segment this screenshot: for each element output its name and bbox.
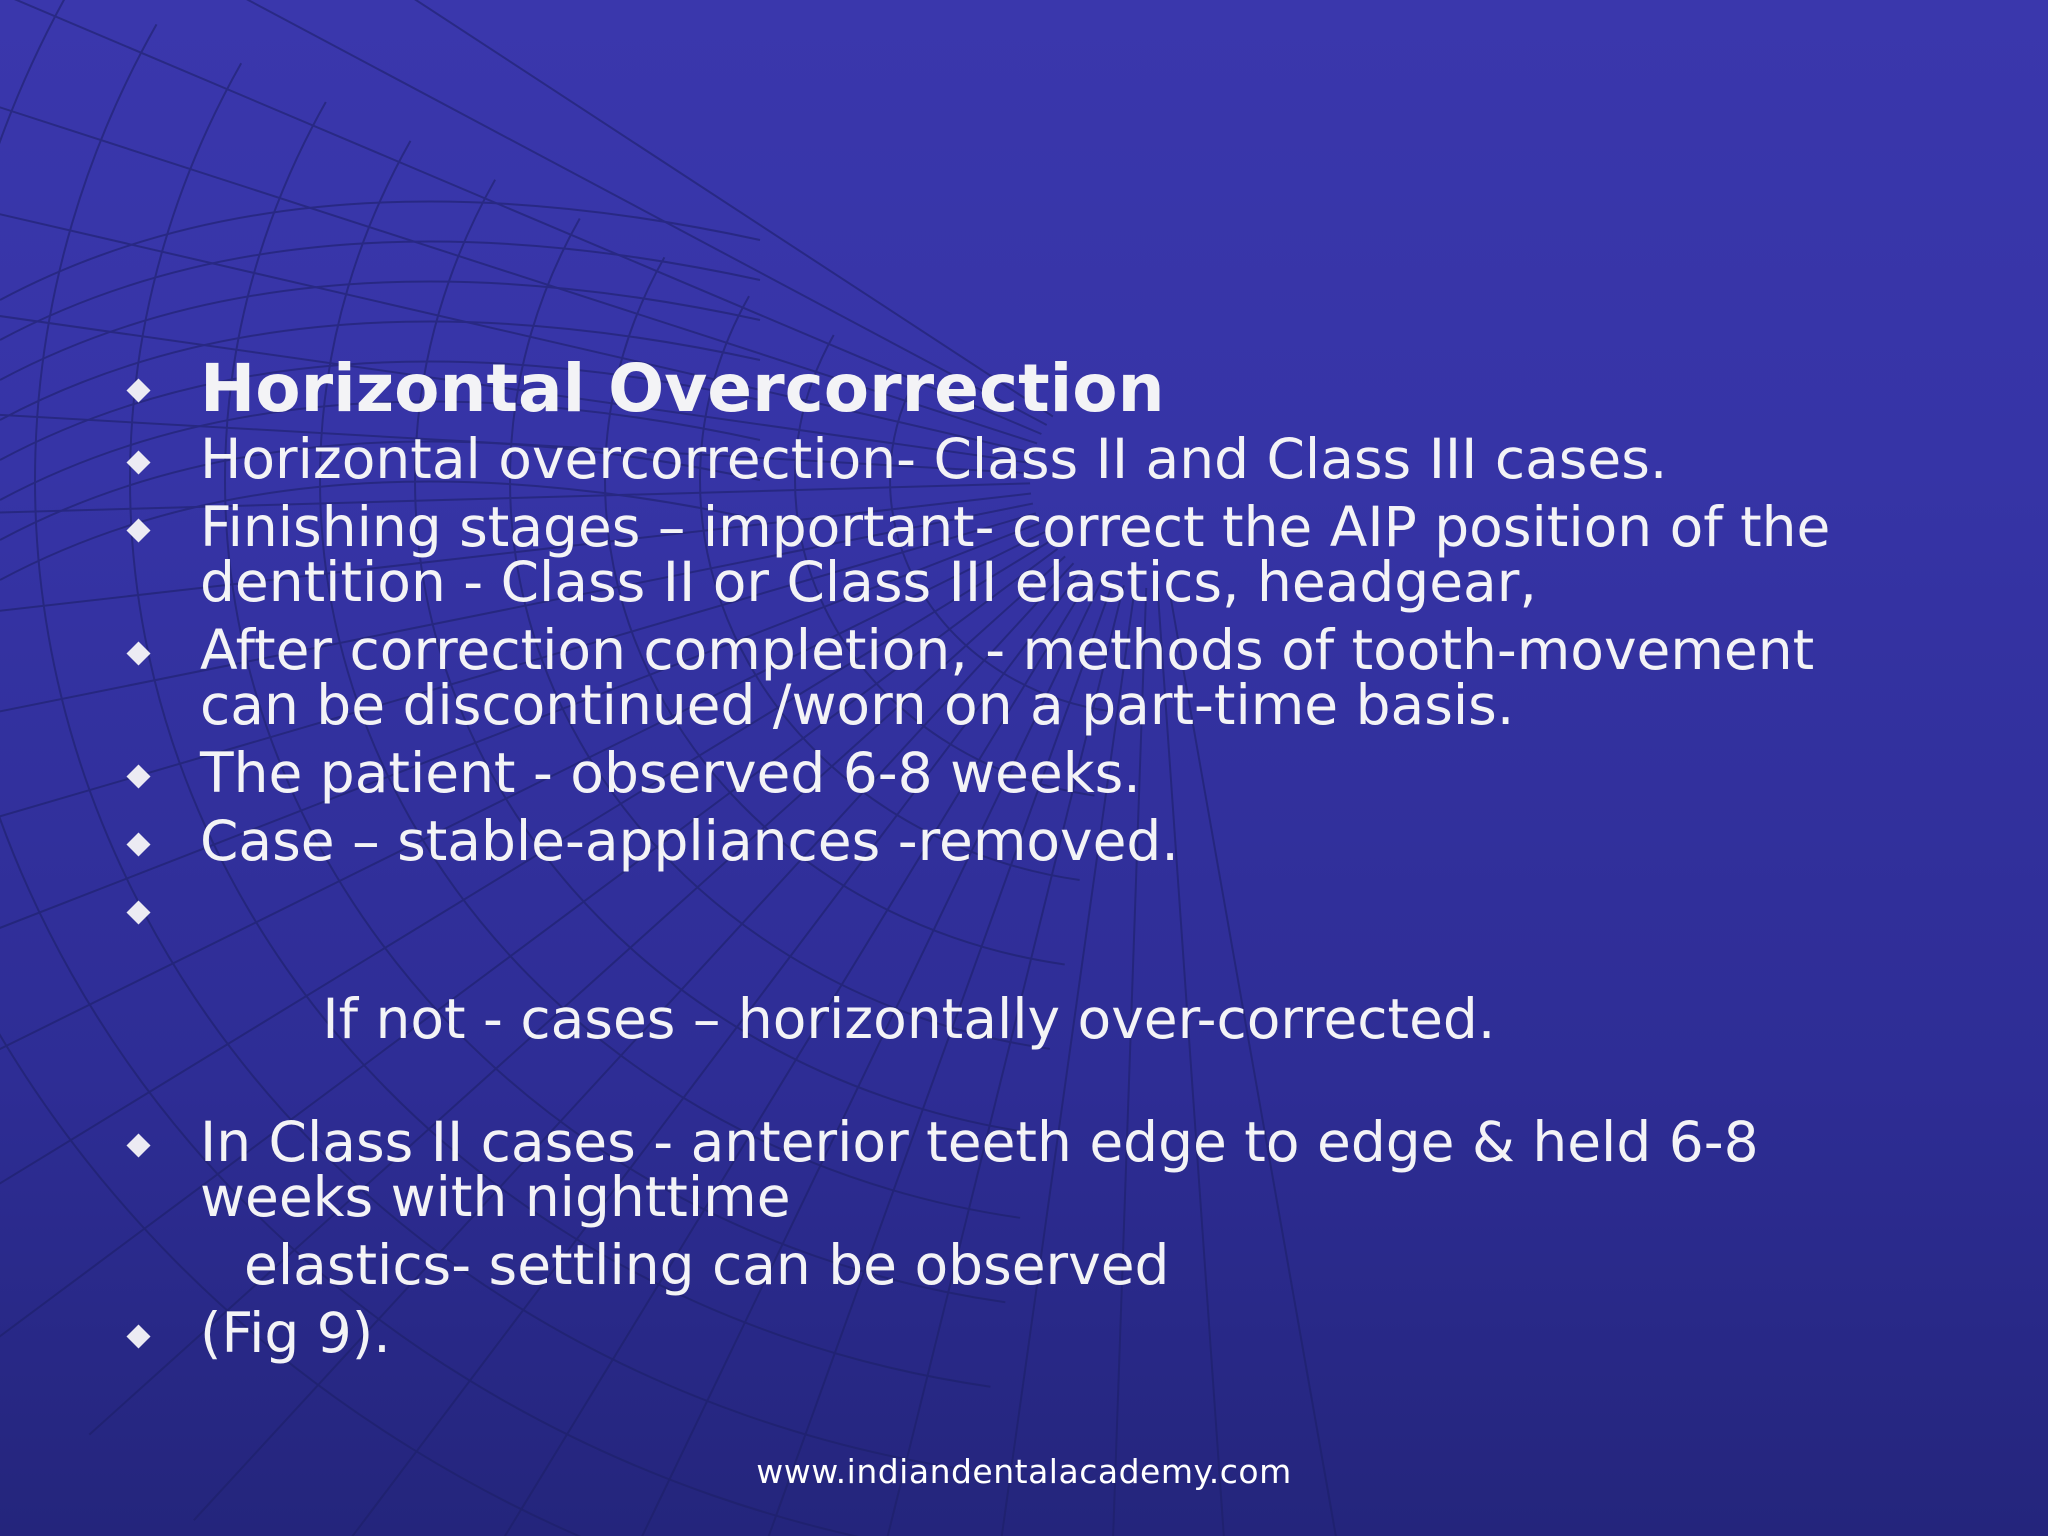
diamond-bullet-icon	[126, 518, 150, 542]
diamond-bullet-icon	[126, 1324, 150, 1348]
bullet-item	[120, 427, 1960, 491]
diamond-bullet-icon	[126, 832, 150, 856]
bullet-line: can be discontinued /worn on a part-time basis.	[200, 673, 1515, 737]
bullet-line: After correction completion, - methods of tooth-movement	[200, 618, 1815, 682]
bullet-line: If not - cases – horizontally over-corrected.	[304, 987, 1496, 1051]
bullet-item	[120, 1301, 1960, 1365]
diamond-bullet-icon	[126, 900, 150, 924]
diamond-bullet-icon	[126, 450, 150, 474]
bullet-line: Case – stable-appliances -removed.	[200, 809, 1179, 873]
bullet-item	[120, 618, 1960, 737]
bullet-line: (Fig 9).	[200, 1301, 391, 1365]
bullet-item	[120, 882, 1960, 1102]
diamond-bullet-icon	[126, 641, 150, 665]
footer-website-url: www.indiandentalacademy.com	[756, 1452, 1292, 1491]
bullet-line: dentition - Class II or Class III elastics, headgear,	[200, 550, 1537, 614]
diamond-bullet-icon	[126, 1133, 150, 1157]
grid-fan-curve	[0, 242, 760, 340]
grid-fan-curve	[0, 202, 760, 300]
bullet-line: In Class II cases - anterior teeth edge to edge & held 6-8	[200, 1110, 1759, 1174]
bullet-line: weeks with nighttime	[200, 1165, 791, 1229]
slide-title	[120, 352, 1960, 426]
bullet-continuation	[120, 1233, 1960, 1297]
bullet-item	[120, 741, 1960, 805]
bullet-line: The patient - observed 6-8 weeks.	[200, 741, 1141, 805]
bullet-list	[120, 352, 1960, 1374]
bullet-item	[120, 809, 1960, 873]
slide-title-text: Horizontal Overcorrection	[200, 350, 1165, 427]
bullet-line: Finishing stages – important- correct the AIP position of the	[200, 495, 1831, 559]
continuation-line: elastics- settling can be observed	[244, 1233, 1170, 1297]
diamond-bullet-icon	[126, 378, 150, 402]
bullet-line: Horizontal overcorrection- Class II and Class III cases.	[200, 427, 1668, 491]
bullet-item	[120, 1110, 1960, 1229]
diamond-bullet-icon	[126, 764, 150, 788]
bullet-item	[120, 495, 1960, 614]
